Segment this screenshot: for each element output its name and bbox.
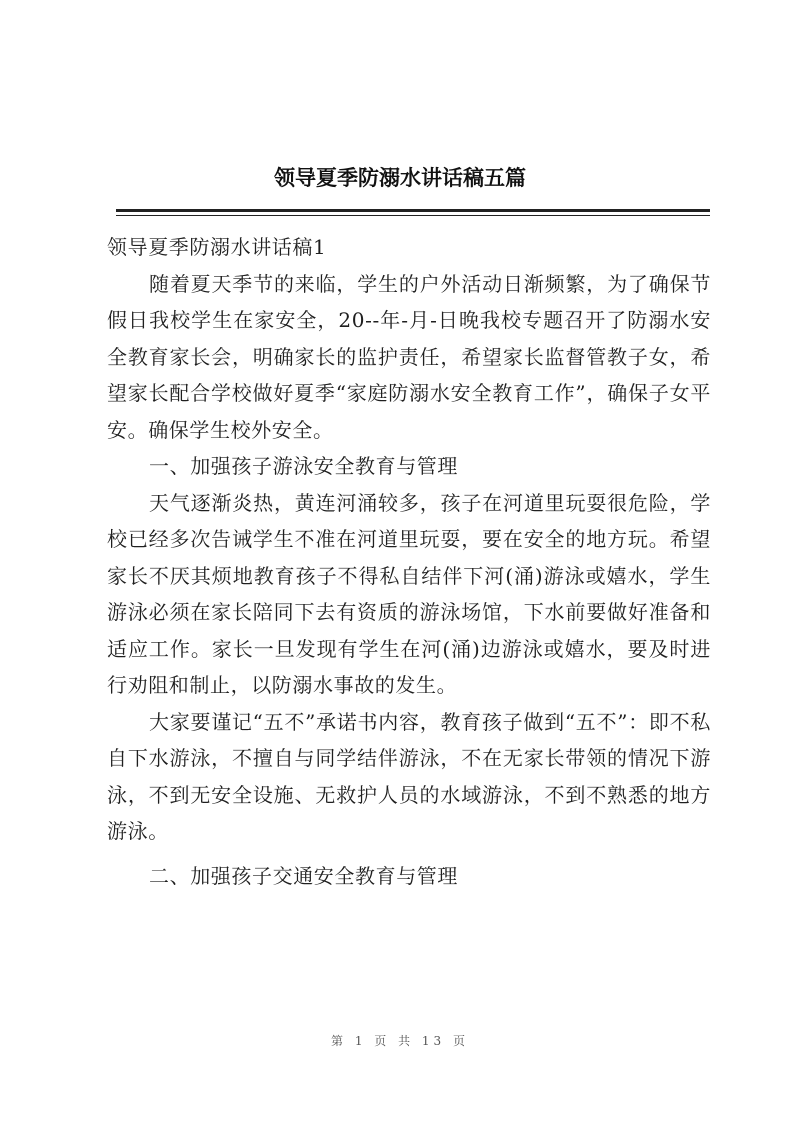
section-heading: 一、加强孩子游泳安全教育与管理 [149,454,458,478]
document-body [107,229,711,894]
body-paragraph: 随着夏天季节的来临，学生的户外活动日渐频繁，为了确保节假日我校学生在家安全，20--年-月-日晚我校专题召开了防溺水安全教育家长会，明确家长的监护责任，希望家长监督管教子女，希望家长配合学校做好夏季“家庭防溺水安全教育工作”，确保子女平安。确保学生校外安全。 [107,271,711,442]
section-heading: 二、加强孩子交通安全教育与管理 [149,863,458,888]
page-number-footer: 第 1 页 共 13 页 [331,1034,469,1048]
section-heading: 领导夏季防溺水讲话稿1 [107,235,327,259]
title-divider-thin [116,215,710,216]
document-title: 领导夏季防溺水讲话稿五篇 [274,165,526,190]
body-paragraph: 大家要谨记“五不”承诺书内容，教育孩子做到“五不”：即不私自下水游泳，不擅自与同学结伴游泳，不在无家长带领的情况下游泳，不到无安全设施、无救护人员的水域游泳，不到不熟悉的地方游泳。 [107,709,711,843]
title-divider-thick [116,209,710,212]
body-paragraph: 天气逐渐炎热，黄连河涌较多，孩子在河道里玩耍很危险，学校已经多次告诫学生不准在河道里玩耍，要在安全的地方玩。希望家长不厌其烦地教育孩子不得私自结伴下河(涌)游泳或嬉水，学生游泳必须在家长陪同下去有资质的游泳场馆，下水前要做好准备和适应工作。家长一旦发现有学生在河(涌)边游泳或嬉水，要及时进行劝阻和制止，以防溺水事故的发生。 [107,490,711,697]
